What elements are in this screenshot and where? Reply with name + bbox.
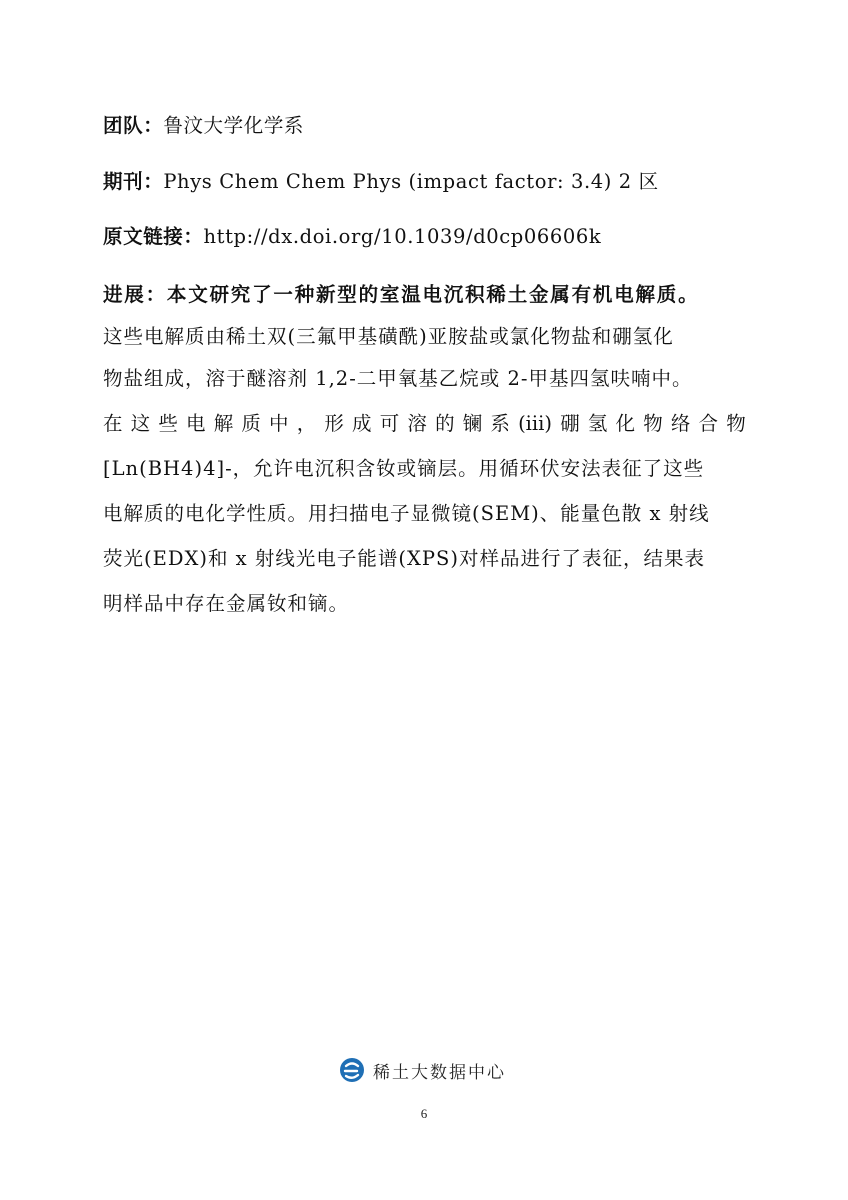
team-value: 鲁汶大学化学系: [163, 114, 305, 137]
paragraph-line: 物盐组成，溶于醚溶剂 1,2-二甲氧基乙烷或 2-甲基四氢呋喃中。: [103, 367, 693, 390]
justified-token: 的: [435, 412, 455, 435]
rare-earth-logo-icon: [339, 1057, 365, 1083]
link-url[interactable]: http://dx.doi.org/10.1039/d0cp06606k: [203, 225, 602, 248]
footer-brand: [339, 1057, 506, 1083]
journal-label: 期刊：: [103, 170, 164, 193]
justified-token: 电: [186, 412, 206, 435]
progress-heading: [103, 281, 699, 309]
team-line: [103, 112, 304, 140]
justified-token: 形: [324, 412, 344, 435]
justified-token: 镧: [462, 412, 483, 435]
justified-token: (iii): [518, 412, 553, 435]
justified-token: 可: [379, 412, 400, 435]
justified-token: 硼: [560, 412, 580, 435]
link-line: [103, 223, 601, 251]
justified-token: 这: [130, 412, 151, 435]
justified-token: 氢: [587, 412, 608, 435]
justified-token: 质: [241, 412, 261, 435]
team-label: 团队：: [103, 114, 164, 137]
link-label: 原文链接：: [103, 225, 204, 248]
progress-headline: 本文研究了一种新型的室温电沉积稀土金属有机电解质。: [166, 283, 700, 306]
justified-token: 成: [352, 412, 372, 435]
justified-token: 物: [726, 412, 746, 435]
justified-token: 物: [643, 412, 663, 435]
justified-token: 化: [615, 412, 636, 435]
paragraph-line: 电解质的电化学性质。用扫描电子显微镜(SEM)、能量色散 x 射线: [103, 502, 710, 525]
journal-line: [103, 168, 659, 196]
justified-token: 中: [269, 412, 289, 435]
justified-token: 络: [670, 412, 691, 435]
paragraph-line: 明样品中存在金属钕和镝。: [103, 592, 350, 615]
paragraph-line: 荧光(EDX)和 x 射线光电子能谱(XPS)对样品进行了表征，结果表: [103, 547, 705, 570]
justified-token: 些: [158, 412, 178, 435]
justified-token: 系: [490, 412, 510, 435]
page-number: 6: [420, 1106, 428, 1121]
justified-token: 溶: [407, 412, 427, 435]
paragraph-line-justified: [103, 410, 746, 438]
paragraph-line: [Ln(BH4)4]-，允许电沉积含钕或镝层。用循环伏安法表征了这些: [103, 457, 705, 480]
justified-token: 在: [103, 412, 123, 435]
paragraph-line: 这些电解质由稀土双(三氟甲基磺酰)亚胺盐或氯化物盐和硼氢化: [103, 325, 674, 348]
progress-label: 进展：: [103, 283, 167, 306]
footer-brand-text: 稀土大数据中心: [373, 1062, 506, 1083]
journal-value: Phys Chem Chem Phys (impact factor: 3.4) 2 区: [163, 170, 659, 193]
justified-token: 合: [698, 412, 719, 435]
justified-token: ，: [296, 412, 317, 435]
justified-token: 解: [213, 412, 234, 435]
